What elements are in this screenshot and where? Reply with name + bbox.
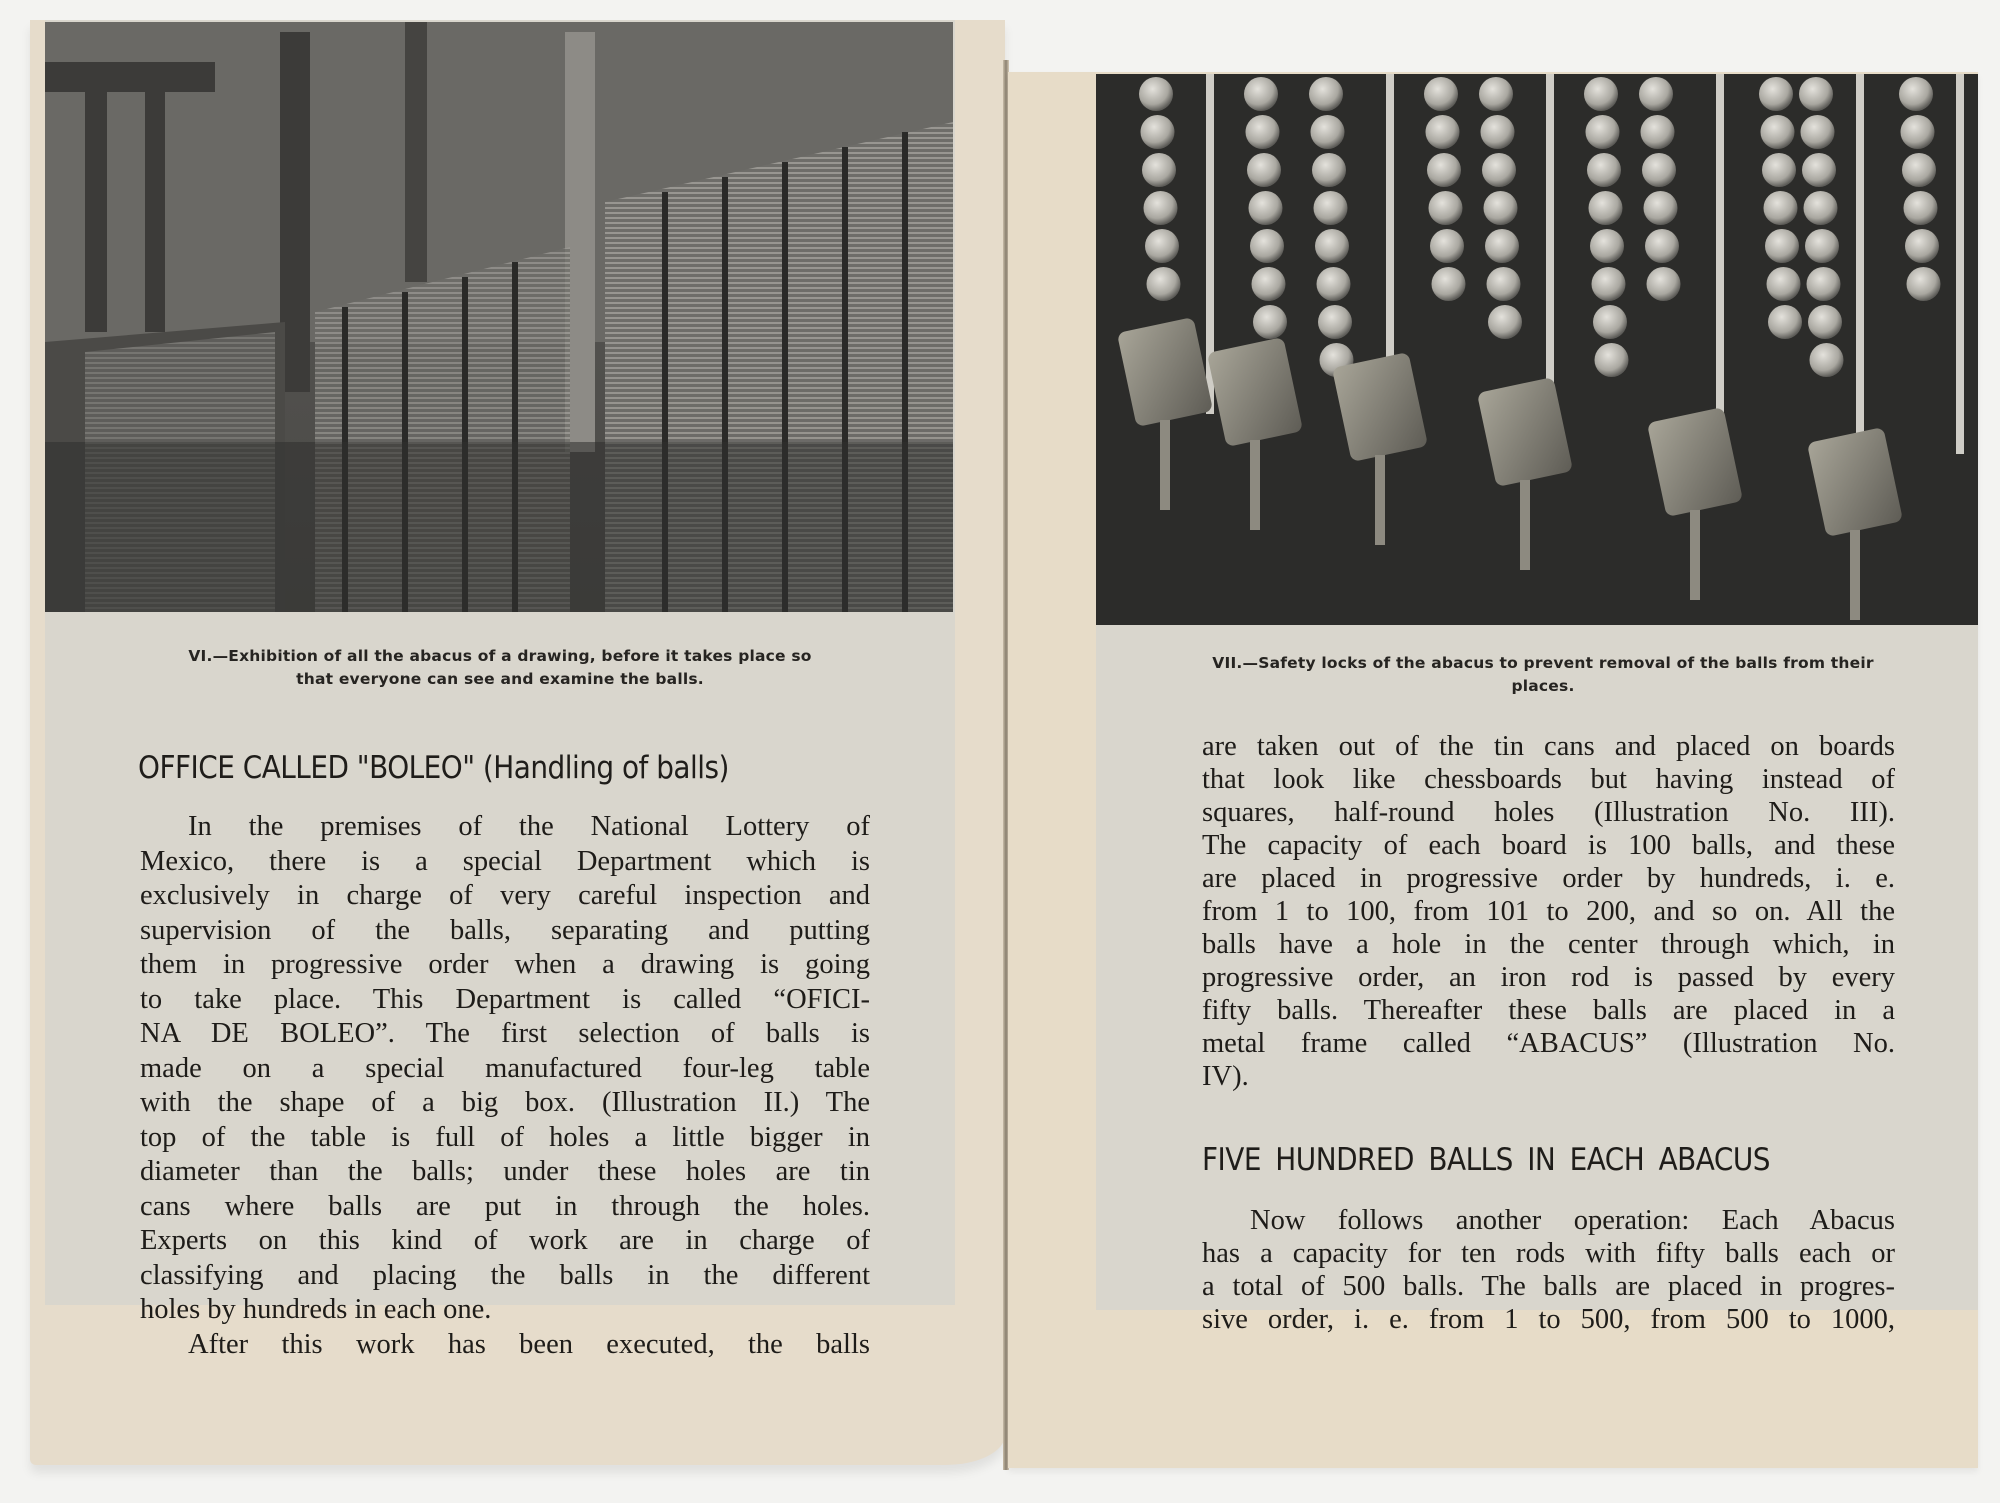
lottery-ball [1318,305,1352,339]
body-line: classifying and placing the balls in the different [140,1259,870,1291]
lottery-ball [1484,191,1518,225]
figure-caption-vii [1138,652,1948,698]
lottery-ball [1145,229,1179,263]
body-line: that look like chessboards but having instead of [1202,764,1895,795]
caption-line: places. [1511,677,1575,695]
body-line: are taken out of the tin cans and placed on boards [1202,731,1895,762]
body-line: them in progressive order when a drawing is going [140,949,870,980]
body-line: progressive order, an iron rod is passed by every [1202,962,1895,993]
abacus-safety-locks-photo [1096,74,1978,625]
lottery-ball [1644,191,1678,225]
lottery-ball [1485,229,1519,263]
lottery-ball [1309,77,1343,111]
right-body-paragraph-2 [1202,1204,1895,1336]
lottery-ball [1587,153,1621,187]
body-line: In the premises of the National Lottery of [188,811,870,842]
caption-line: that everyone can see and examine the balls. [296,670,704,688]
lottery-ball [1904,191,1938,225]
lottery-ball [1315,229,1349,263]
lottery-ball [1647,267,1681,301]
figure-caption-vi [90,645,910,691]
lottery-ball [1586,115,1620,149]
left-page [30,20,1005,1465]
body-line: fifty balls. Thereafter these balls are placed in a [1202,995,1895,1026]
lottery-ball [1641,115,1675,149]
lottery-ball [1801,115,1835,149]
lottery-ball [1246,115,1280,149]
lottery-ball [1479,77,1513,111]
lock-key-shaft [1250,440,1260,530]
lottery-ball [1590,229,1624,263]
lottery-ball [1312,153,1346,187]
body-line: has a capacity for ten rods with fifty balls each or [1202,1238,1895,1269]
body-line: top of the table is full of holes a little bigger in [140,1121,870,1153]
body-line: IV). [1202,1061,1249,1092]
lottery-ball [1429,191,1463,225]
body-line: diameter than the balls; under these holes are tin [140,1156,870,1187]
lottery-ball [1481,115,1515,149]
lottery-ball [1488,305,1522,339]
body-line: After this work has been executed, the balls [188,1328,870,1360]
body-line: made on a special manufactured four-leg table [140,1052,870,1084]
lottery-ball [1642,153,1676,187]
right-body-paragraph [1202,730,1895,1093]
lottery-ball [1899,77,1933,111]
lottery-ball [1901,115,1935,149]
lottery-ball [1487,267,1521,301]
lottery-ball [1139,77,1173,111]
lottery-ball [1762,153,1796,187]
body-line: Now follows another operation: Each Abacus [1250,1205,1895,1236]
lottery-ball [1802,153,1836,187]
lottery-ball [1589,191,1623,225]
lottery-ball [1142,153,1176,187]
body-line: sive order, i. e. from 1 to 500, from 500 to 1000, [1202,1304,1895,1335]
lottery-ball [1902,153,1936,187]
lottery-ball [1426,115,1460,149]
body-line: metal frame called “ABACUS” (Illustration No. [1202,1028,1895,1059]
lottery-ball [1765,229,1799,263]
lock-key-shaft [1160,420,1170,510]
lottery-ball [1592,267,1626,301]
lottery-ball [1430,229,1464,263]
lottery-ball [1764,191,1798,225]
body-line: supervision of the balls, separating and putting [140,914,870,946]
lottery-ball [1247,153,1281,187]
lottery-ball [1759,77,1793,111]
lottery-ball [1250,229,1284,263]
lock-key-shaft [1850,530,1860,620]
lottery-ball [1244,77,1278,111]
lottery-ball [1314,191,1348,225]
lottery-ball [1768,305,1802,339]
lottery-ball [1311,115,1345,149]
lottery-ball [1810,343,1844,377]
body-line: Mexico, there is a special Department which is [140,845,870,877]
lottery-ball [1427,153,1461,187]
body-line: holes by hundreds in each one. [140,1294,492,1325]
lottery-ball [1767,267,1801,301]
lottery-ball [1317,267,1351,301]
lottery-ball [1432,267,1466,301]
body-line: balls have a hole in the center through which, in [1202,929,1895,960]
body-line: squares, half-round holes (Illustration No. III). [1202,797,1895,828]
lottery-ball [1639,77,1673,111]
caption-line: VI.—Exhibition of all the abacus of a drawing, before it takes place so [188,647,812,665]
body-line: a total of 500 balls. The balls are placed in progres- [1202,1271,1895,1302]
lottery-ball [1907,267,1941,301]
body-line: Experts on this kind of work are in charge of [140,1225,870,1256]
lock-key-shaft [1375,455,1385,545]
body-line: with the shape of a big box. (Illustration II.) The [140,1087,870,1118]
lottery-ball [1595,343,1629,377]
lottery-ball [1147,267,1181,301]
lottery-ball [1807,267,1841,301]
lottery-ball [1249,191,1283,225]
lottery-ball [1799,77,1833,111]
lottery-ball [1805,229,1839,263]
lottery-ball [1144,191,1178,225]
lottery-ball [1424,77,1458,111]
body-line: from 1 to 100, from 101 to 200, and so on. All the [1202,896,1895,927]
safety-locks-illustration [1096,74,1978,625]
lottery-ball [1804,191,1838,225]
section-heading-boleo: OFFICE CALLED "BOLEO" (Handling of balls) [138,750,729,786]
lottery-ball [1808,305,1842,339]
body-line: are placed in progressive order by hundreds, i. e. [1202,863,1895,894]
lottery-ball [1645,229,1679,263]
body-line: cans where balls are put in through the holes. [140,1190,870,1222]
right-page [1008,72,1978,1468]
lottery-ball [1482,153,1516,187]
lottery-ball [1141,115,1175,149]
body-line: exclusively in charge of very careful inspection and [140,880,870,911]
lottery-ball [1253,305,1287,339]
left-body-paragraphs [140,810,870,1362]
lottery-ball [1584,77,1618,111]
caption-line: VII.—Safety locks of the abacus to prevent removal of the balls from their [1212,654,1874,672]
lottery-ball [1905,229,1939,263]
lottery-ball [1761,115,1795,149]
lottery-ball [1252,267,1286,301]
abacus-exhibition-photo [45,22,953,612]
lock-key-shaft [1520,480,1530,570]
lock-key-shaft [1690,510,1700,600]
body-line: to take place. This Department is called “OFICI- [140,983,870,1015]
lottery-ball [1593,305,1627,339]
body-line: The capacity of each board is 100 balls, and these [1202,830,1895,861]
body-line: NA DE BOLEO”. The first selection of balls is [140,1018,870,1049]
section-heading-five-hundred-balls: FIVE HUNDRED BALLS IN EACH ABACUS [1202,1142,1770,1178]
abacus-exhibition-illustration [45,22,953,612]
